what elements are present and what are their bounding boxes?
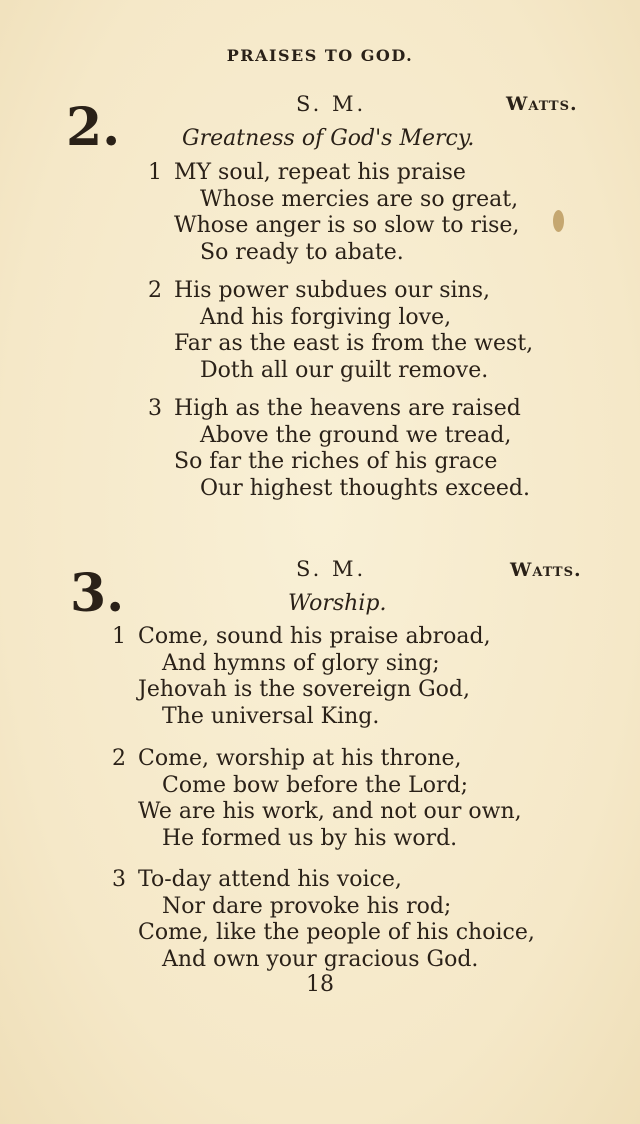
verse-number: 3	[148, 396, 162, 421]
paper-stain	[553, 210, 564, 232]
hymn-number: 3.	[70, 563, 125, 624]
hymn-number: 2.	[66, 97, 121, 158]
verse-line: He formed us by his word.	[162, 825, 458, 851]
verse-line: And own your gracious God.	[162, 946, 479, 972]
stanza	[112, 624, 491, 730]
verse-line: To-day attend his voice,	[138, 867, 402, 892]
hymn-author: Watts.	[510, 559, 582, 581]
verse-number: 1	[148, 160, 162, 185]
verse-line: And his forgiving love,	[200, 304, 452, 330]
verse-line: Far as the east is from the west,	[174, 331, 534, 356]
verse-line: Come, sound his praise abroad,	[138, 624, 491, 649]
verse-line: Doth all our guilt remove.	[200, 357, 489, 383]
hymn-meter: S. M.	[296, 92, 367, 116]
verse-line: And hymns of glory sing;	[162, 650, 440, 676]
verse-line: MY soul, repeat his praise	[174, 160, 466, 185]
verse-line: Above the ground we tread,	[200, 422, 512, 448]
verse-line: The universal King.	[162, 703, 380, 729]
verse-line: Come, worship at his throne,	[138, 746, 462, 771]
stanza	[148, 396, 530, 502]
hymn-meter: S. M.	[296, 557, 367, 581]
stanza	[112, 867, 535, 973]
verse-number: 2	[148, 278, 162, 303]
verse-line: Come, like the people of his choice,	[138, 920, 535, 945]
verse-line: We are his work, and not our own,	[138, 799, 522, 824]
hymn-title: Greatness of God's Mercy.	[182, 126, 475, 151]
page-number: 18	[306, 972, 334, 997]
verse-line: Our highest thoughts exceed.	[200, 475, 530, 501]
verse-line: So ready to abate.	[200, 239, 404, 265]
verse-line: Whose anger is so slow to rise,	[174, 213, 520, 238]
verse-line: High as the heavens are raised	[174, 396, 521, 421]
hymn-author: Watts.	[506, 93, 578, 115]
stanza	[148, 160, 519, 266]
verse-number: 1	[112, 624, 126, 649]
verse-number: 2	[112, 746, 126, 771]
running-head: PRAISES TO GOD.	[226, 46, 414, 65]
verse-line: Nor dare provoke his rod;	[162, 893, 452, 919]
verse-line: So far the riches of his grace	[174, 449, 498, 474]
verse-number: 3	[112, 867, 126, 892]
stanza	[148, 278, 533, 384]
verse-line: Come bow before the Lord;	[162, 772, 469, 798]
verse-line: His power subdues our sins,	[174, 278, 490, 303]
hymn-title: Worship.	[288, 591, 387, 616]
stanza	[112, 746, 522, 852]
verse-line: Jehovah is the sovereign God,	[138, 677, 470, 702]
verse-line: Whose mercies are so great,	[200, 186, 519, 212]
